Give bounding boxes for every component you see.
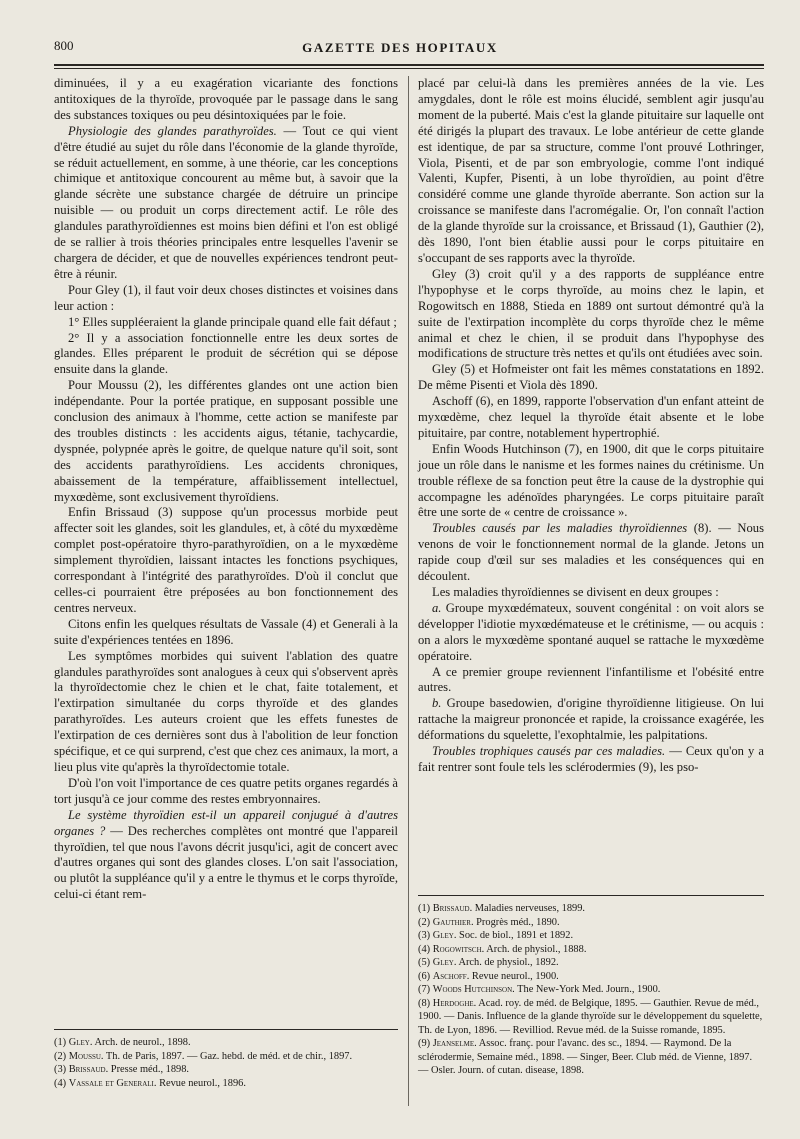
paragraph: Gley (5) et Hofmeister ont fait les mêmes constatations en 1892. De même Pisenti et Viola dès 1890. <box>418 362 764 393</box>
footnote: (2) Gauthier. Progrès méd., 1890. <box>418 916 560 928</box>
left-column <box>54 76 398 903</box>
paragraph: Les maladies thyroïdiennes se divisent en deux groupes : <box>432 585 719 599</box>
list-marker: a. <box>432 600 442 615</box>
header-rule-thin <box>54 68 764 69</box>
paragraph <box>418 521 764 585</box>
footnote: (1) Gley. Arch. de neurol., 1898. <box>54 1037 191 1048</box>
footnote: (7) Woods Hutchinson. The New-York Med. Journ., 1900. <box>418 984 661 995</box>
paragraph-text: Groupe myxœdémateux, souvent congénital : on voit alors se développer l'idiotie myxœdémateuse et le crétinisme, — ou acquis : on a alors le myxœdème spontané auquel se rattache le myxœdème opératoire. <box>418 600 764 663</box>
section-heading: Le système thyroïdien est-il un appareil conjugué à d'autres organes ? <box>54 807 398 838</box>
footnote: (2) Moussu. Th. de Paris, 1897. — Gaz. hebd. de méd. et de chir., 1897. <box>54 1050 353 1062</box>
paragraph: D'où l'on voit l'importance de ces quatre petits organes regardés à tort jusqu'à ce jour comme des restes embryonnaires. <box>54 775 398 806</box>
footnote-rule <box>54 1029 398 1030</box>
paragraph-text: — Des recherches complètes ont montré que l'appareil thyroïdien, tel que nous l'avons décrit jusqu'ici, agit de concert avec d'autres organes qui sont des glandes closes. L'on sait l'association, ou plutôt la suppléance qu'il y a entre le thymus et le corps thyroïde, celui-ci étant rem- <box>54 823 398 902</box>
paragraph-text: (8). — Nous venons de voir le fonctionnement normal de la glande. Jetons un rapide coup d'œil sur ses maladies et les conséquences qui en découlent. <box>418 521 764 584</box>
paragraph <box>418 744 764 776</box>
page-number: 800 <box>54 38 74 53</box>
footnote: (1) Brissaud. Maladies nerveuses, 1899. <box>418 903 586 914</box>
section-heading: Troubles causés par les maladies thyroïdiennes <box>432 521 688 536</box>
footnotes-left <box>54 1029 398 1090</box>
paragraph: A ce premier groupe reviennent l'infantilisme et l'obésité entre autres. <box>418 664 764 695</box>
section-heading: Troubles trophiques causés par ces maladies. <box>432 744 666 759</box>
paragraph: Aschoff (6), en 1899, rapporte l'observation d'un enfant atteint de myxœdème, chez lequel la thyroïde était absente et le lobe pituitaire, par contre, notablement hypertrophié. <box>418 394 764 440</box>
running-title: GAZETTE DES HOPITAUX <box>302 40 498 55</box>
paragraph-text: — Ceux qu'on y a fait rentrer sont foule tels les sclérodermies (9), les pso- <box>418 744 764 774</box>
footnote-rule <box>418 895 764 896</box>
paragraph: Enfin Woods Hutchinson (7), en 1900, dit que le corps pituitaire joue un rôle dans le nanisme et les formes naines du crétinisme. Un trouble réflexe de sa fonction peut être la cause de la dystrophie qui accompagne les adénoïdes pharyngées. Le corps pituitaire paraît être une sorte de « centre de croissance ». <box>418 441 764 520</box>
section-heading: Physiologie des glandes parathyroïdes. <box>68 123 277 138</box>
paragraph <box>418 696 764 744</box>
list-marker: b. <box>432 696 442 711</box>
right-column <box>418 76 764 776</box>
paragraph: Pour Moussu (2), les différentes glandes ont une action bien indépendante. Pour la portée pratique, en supposant possible une conclusion des animaux à l'homme, cette action se manifeste par des troubles distincts : les accidents aigus, tétanie, tachycardie, dyspnée, polypnée après le goitre, de quelque nature qu'il soit, sont des accidents parathyroïdiens. Les accidents chroniques, abaissement de la température, affaiblissement intellectuel, myxœdème, sont exclusivement thyroïdiens. <box>54 378 398 504</box>
paragraph <box>418 601 764 665</box>
footnote: (3) Brissaud. Presse méd., 1898. <box>54 1064 190 1075</box>
footnote: (6) Aschoff. Revue neurol., 1900. <box>418 970 559 982</box>
footnote: (4) Vassale et Generali. Revue neurol., 1896. <box>54 1077 246 1089</box>
paragraph: 1° Elles suppléeraient la glande principale quand elle fait défaut ; <box>68 314 397 329</box>
footnote: (3) Gley. Soc. de biol., 1891 et 1892. <box>418 930 574 941</box>
paragraph <box>54 124 398 283</box>
paragraph: Les symptômes morbides qui suivent l'ablation des quatre glandules parathyroïdes sont analogues à ceux qui s'observent après la thyroïdectomie chez le chien et le chat, faite totalement, et l'extirpation simultanée du corps thyroïde et des glandes parathyroïdes. Les auteurs croient que les effets funestes de l'extirpation de ces dernières sont dus à l'abolition de leur fonction spécifique, et ce qui surprend, c'est que chez ces animaux, la mort, a lieu plus vite qu'après la thyroïdectomie totale. <box>54 648 398 774</box>
footnotes-right <box>418 895 764 1078</box>
paragraph: Citons enfin les quelques résultats de Vassale (4) et Generali à la suite d'expériences tentées en 1896. <box>54 616 398 647</box>
paragraph: diminuées, il y a eu exagération vicariante des fonctions antitoxiques de la thyroïde, provoquée par le passage dans le sang des substances toxiques ou peu désintoxiquées par le foie. <box>54 76 398 122</box>
footnote: (5) Gley. Arch. de physiol., 1892. <box>418 957 559 968</box>
paragraph: Enfin Brissaud (3) suppose qu'un processus morbide peut affecter soit les glandes, soit les glandules, et, à côté du myxœdème complet post-opératoire thyro-parathyroïdien, on a le myxœdème simplement thyroïdien, laissant intactes les fonctions psychiques, correspondant à l'intégrité des parathyroïdes. D'où il conclut que celles-ci pourraient être préposées au bon fonctionnement des centres nerveux. <box>54 505 398 615</box>
paragraph: placé par celui-là dans les premières années de la vie. Les amygdales, dont le rôle est moins élucidé, semblent agir jusqu'au moment de la puberté. Mais c'est la glande pituitaire sur laquelle ont été dirigés la plupart des travaux. Le lobe antérieur de cette glande est identique, de par sa structure, comme l'ont prouvé Lothringer, Viola, Pisenti, et de par son embryologie, comme l'ont indiqué Valenti, Kupfer, Pisenti, à un lobe thyroïdien, au point d'être considéré comme une glande thyroïde aberrante. Son action sur la croissance se manifeste dans l'acromégalie. Or, l'on connaît l'action de la glande thyroïde sur la croissance, et Brissaud (1), Gauthier (2), dès 1890, l'ont bien établie aussi pour le corps pituitaire en s'occupant de ses rapports avec la thyroïde. <box>418 76 764 265</box>
paragraph: Pour Gley (1), il faut voir deux choses distinctes et voisines dans leur action : <box>54 282 398 313</box>
footnote: (9) Jeanselme. Assoc. franç. pour l'avanc. des sc., 1894. — Raymond. De la sclérodermie, Semaine méd., 1898. — Singer, Beer. Club méd. de Vienne, 1897. — Osler. Journ. of cutan. disease, 1898. <box>418 1038 753 1076</box>
header-rule <box>54 64 764 66</box>
paragraph: Gley (3) croit qu'il y a des rapports de suppléance entre l'hypophyse et le corps thyroïde, au moins chez le lapin, et Rogowitsch en 1888, Stieda en 1889 ont surtout démontré qu'à la suite de l'extirpation incomplète du corps thyroïde chez le même animal et chez le chien, il se produit dans l'hypophyse des modifications de structure très nettes et qu'ils ont étudiées avec soin. <box>418 266 764 361</box>
paragraph-text: — Tout ce qui vient d'être étudié au sujet du rôle dans l'économie de la glande thyroïde, se réduit actuellement, en somme, à une théorie, car les conceptions chimique et antitoxique concourent au même but, à savoir que la glande sécrète une substance chargée de détruire un principe nuisible — ou produit un corps directement actif. Le rôle des glandules parathyroïdiennes est moins bien défini et l'on est obligé de se rallier à trois théories principales entre lesquelles l'avenir se chargera de décider, et que de nouvelles expériences tendront peut-être à réunir. <box>54 123 398 281</box>
footnote: (4) Rogowitsch. Arch. de physiol., 1888. <box>418 943 587 955</box>
paragraph <box>54 808 398 903</box>
column-divider <box>408 76 409 1106</box>
paragraph: 2° Il y a association fonctionnelle entre les deux sortes de glandes. Elles préparent le produit de sécrétion qui se dépose ensuite dans la glande. <box>54 330 398 377</box>
paragraph-text: Groupe basedowien, d'origine thyroïdienne litigieuse. On lui rattache la maigreur prononcée et rapide, la croissance exagérée, les déformations du squelette, l'exophtalmie, les palpitations. <box>418 696 764 743</box>
footnote: (8) Herdoghe. Acad. roy. de méd. de Belgique, 1895. — Gauthier. Revue de méd., 1900. — Danis. Influence de la glande thyroïde sur le développement du squelette, Th. de Lyon, 1896. — Revilliod. Revue méd. de la Suisse romande, 1895. <box>418 997 763 1036</box>
